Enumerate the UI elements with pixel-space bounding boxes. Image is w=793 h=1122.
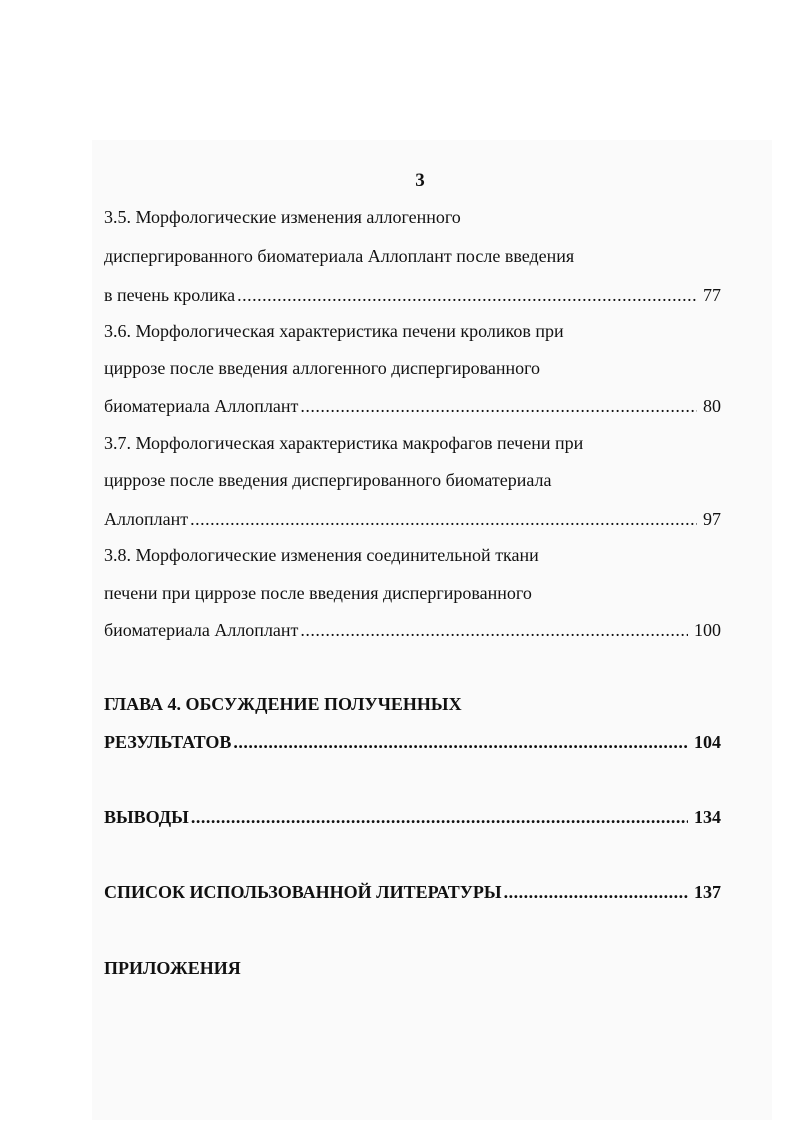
toc-chapter-4-entry bbox=[104, 730, 721, 754]
toc-references-page: 137 bbox=[694, 882, 721, 902]
toc-references-entry bbox=[104, 880, 721, 904]
toc-chapter-4-line-1: ГЛАВА 4. ОБСУЖДЕНИЕ ПОЛУЧЕННЫХ bbox=[104, 694, 462, 714]
toc-3-6-line-2: циррозе после введения аллогенного диспергированного bbox=[104, 358, 541, 378]
toc-3-7-entry bbox=[104, 507, 721, 531]
dot-leader bbox=[191, 805, 688, 829]
toc-3-5-page: 77 bbox=[703, 285, 721, 305]
toc-3-7-line-1: 3.7. Морфологическая характеристика макрофагов печени при bbox=[104, 433, 584, 453]
toc-3-8-page: 100 bbox=[694, 620, 721, 640]
toc-3-5-entry bbox=[104, 283, 721, 307]
toc-conclusions-page: 134 bbox=[694, 807, 721, 827]
toc-3-8-line-3: биоматериала Аллоплант bbox=[104, 620, 299, 640]
toc-3-5-line-1: 3.5. Морфологические изменения аллогенного bbox=[104, 207, 461, 227]
toc-3-8-line-2: печени при циррозе после введения диспергированного bbox=[104, 583, 532, 603]
toc-3-5-line-2: диспергированного биоматериала Аллоплант после введения bbox=[104, 246, 575, 266]
toc-3-8-entry bbox=[104, 618, 721, 642]
toc-conclusions-title: ВЫВОДЫ bbox=[104, 807, 189, 827]
dot-leader bbox=[504, 880, 688, 904]
toc-chapter-4-page: 104 bbox=[694, 732, 721, 752]
toc-chapter-4-line-2: РЕЗУЛЬТАТОВ bbox=[104, 732, 232, 752]
toc-appendices-title: ПРИЛОЖЕНИЯ bbox=[104, 958, 241, 978]
toc-3-7-line-3: Аллоплант bbox=[104, 509, 189, 529]
page-number: 3 bbox=[415, 170, 425, 191]
toc-3-7-line-2: циррозе после введения диспергированного биоматериала bbox=[104, 470, 552, 490]
toc-3-8-line-1: 3.8. Морфологические изменения соединительной ткани bbox=[104, 545, 539, 565]
dot-leader bbox=[300, 394, 697, 418]
toc-3-7-page: 97 bbox=[703, 509, 721, 529]
toc-3-6-entry bbox=[104, 394, 721, 418]
dot-leader bbox=[237, 283, 697, 307]
toc-references-title: СПИСОК ИСПОЛЬЗОВАННОЙ ЛИТЕРАТУРЫ bbox=[104, 882, 502, 902]
dot-leader bbox=[233, 730, 688, 754]
toc-conclusions-entry bbox=[104, 805, 721, 829]
toc-3-5-line-3: в печень кролика bbox=[104, 285, 236, 305]
dot-leader bbox=[190, 507, 697, 531]
toc-3-6-line-3: биоматериала Аллоплант bbox=[104, 396, 299, 416]
toc-3-6-line-1: 3.6. Морфологическая характеристика печени кроликов при bbox=[104, 321, 564, 341]
dot-leader bbox=[300, 618, 688, 642]
toc-3-6-page: 80 bbox=[703, 396, 721, 416]
